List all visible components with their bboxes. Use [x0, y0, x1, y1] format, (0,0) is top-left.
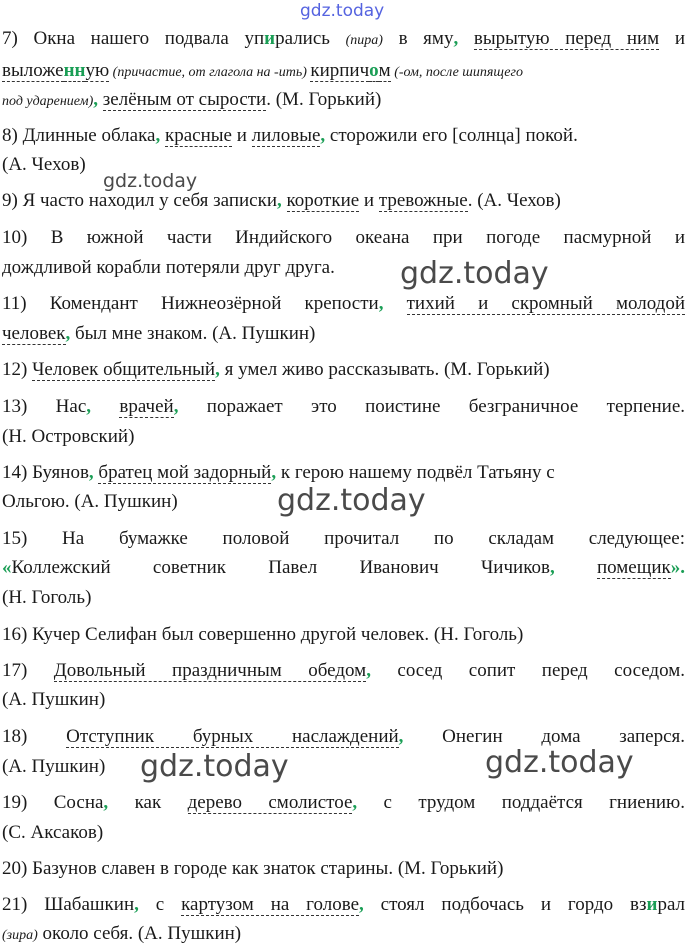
text: 19) Сосна — [2, 792, 104, 813]
comma: , — [320, 125, 330, 146]
hint: под ударением) — [2, 94, 94, 109]
text-line — [2, 256, 685, 280]
comma: , — [173, 396, 207, 417]
comma: , — [155, 125, 165, 146]
text-line — [2, 88, 685, 114]
quote-mark: « — [2, 557, 12, 578]
underlined-phrase: короткие — [286, 190, 360, 211]
comma: , — [215, 359, 225, 380]
underlined-phrase: м — [378, 60, 391, 81]
text-line — [2, 725, 685, 749]
watermark: gdz.today — [485, 745, 634, 780]
text: 20) Базунов славен в городе как знаток старины. (М. Горький) — [2, 858, 504, 879]
text: (Н. Островский) — [2, 426, 135, 447]
underlined-phrase: братец мой задорный — [98, 462, 272, 483]
text-line — [2, 821, 685, 845]
text: (А. Чехов) — [2, 154, 86, 175]
watermark: gdz.today — [140, 749, 289, 784]
text: 14) Буянов — [2, 462, 89, 483]
text: сосед сопит перед соседом. — [397, 660, 686, 681]
comma: , — [93, 89, 103, 110]
text: (Н. Гоголь) — [2, 587, 92, 608]
underlined-phrase: Человек общительный — [32, 359, 216, 380]
highlight-letter: и — [264, 28, 276, 49]
underlined-phrase: ую — [85, 60, 110, 81]
text: я умел живо рассказывать. (М. Горький) — [224, 359, 550, 380]
text: к герою нашему подвёл Татьяну с — [280, 462, 555, 483]
text-line — [2, 395, 685, 419]
text-line — [2, 461, 685, 485]
text: как — [134, 792, 188, 813]
text: Ольгою. (А. Пушкин) — [2, 491, 178, 512]
underlined-phrase: Отступник бурных наслаждений — [66, 726, 399, 747]
text-line — [2, 659, 685, 683]
text: . (А. Чехов) — [467, 190, 561, 211]
text-line — [2, 586, 685, 610]
text-line — [2, 322, 685, 346]
hint: (причастие, от глагола на -ить) — [109, 65, 311, 80]
highlight-letter: и — [646, 894, 658, 915]
watermark: gdz.today — [400, 256, 549, 291]
hint: (-ом — [390, 65, 419, 80]
text-line — [2, 893, 685, 917]
underlined-phrase: красные — [164, 125, 232, 146]
text-line — [2, 556, 685, 580]
underlined-phrase: выложе — [2, 60, 64, 81]
text-line — [2, 27, 685, 53]
text: 7) Окна нашего подвала уп — [2, 28, 265, 49]
text: с — [155, 894, 182, 915]
text: 16) Кучер Селифан был совершенно другой человек. (Н. Гоголь) — [2, 624, 524, 645]
text: 21) Шабашкин — [2, 894, 135, 915]
text-line — [2, 425, 685, 449]
text-line — [2, 755, 685, 779]
text: рал — [657, 894, 686, 915]
text: Онегин дома заперся. — [442, 726, 685, 747]
underlined-phrase: зелёным от сырости — [102, 89, 267, 110]
underlined-phrase: человек — [2, 323, 66, 344]
text: и — [231, 125, 252, 146]
hint: (зира) — [2, 928, 38, 943]
hint: , после шипящего — [418, 65, 523, 80]
text: 9) Я часто находил у себя записки — [2, 190, 278, 211]
text: (А. Пушкин) — [2, 756, 106, 777]
text: и — [659, 28, 686, 49]
text-line — [2, 527, 685, 551]
underlined-phrase: тихий и скромный молодой — [406, 293, 685, 314]
text-line — [2, 153, 685, 177]
watermark: gdz.today — [300, 1, 385, 21]
highlight-letter: нн — [63, 60, 86, 81]
text: сторожили его [солнца] покой. — [329, 125, 578, 146]
comma: , — [277, 190, 287, 211]
text-line — [2, 292, 685, 316]
text: 13) Нас — [2, 396, 87, 417]
text: 18) — [2, 726, 67, 747]
text: (А. Пушкин) — [2, 689, 106, 710]
comma: , — [86, 396, 120, 417]
text-line — [2, 189, 685, 213]
text-line — [2, 358, 685, 382]
text: в яму — [382, 28, 454, 49]
text: поражает это поистине безграничное терпение. — [206, 396, 686, 417]
comma: , — [378, 293, 407, 314]
underlined-phrase: вырытую перед ним — [473, 28, 660, 49]
comma: , — [398, 726, 443, 747]
text-line — [2, 623, 685, 647]
text: и — [359, 190, 379, 211]
underlined-phrase: тревожные — [378, 190, 468, 211]
comma: , — [453, 28, 474, 49]
quote-mark: ». — [670, 557, 685, 578]
text: (С. Аксаков) — [2, 822, 104, 843]
text-line — [2, 124, 685, 148]
comma: , — [359, 894, 381, 915]
text-line — [2, 226, 685, 250]
text: . (М. Горький) — [266, 89, 382, 110]
comma: , — [65, 323, 71, 344]
underlined-phrase: картузом на голове — [181, 894, 360, 915]
text: 15) На бумажке половой прочитал по складам следующее: — [2, 528, 685, 549]
text-line — [2, 59, 685, 85]
text-line — [2, 791, 685, 815]
text: рались — [275, 28, 346, 49]
text: был мне знаком. (А. Пушкин) — [70, 323, 316, 344]
text: 12) — [2, 359, 33, 380]
text: 17) — [2, 660, 54, 681]
text-line — [2, 688, 685, 712]
underlined-phrase: помещик — [596, 557, 671, 578]
watermark: gdz.today — [277, 483, 426, 518]
text-line — [2, 857, 685, 881]
underlined-phrase: кирпич — [310, 60, 370, 81]
text: 10) В южной части Индийского океана при погоде пасмурной и — [2, 227, 685, 248]
text: 8) Длинные облака — [2, 125, 156, 146]
text: дождливой корабли потеряли друг друга. — [2, 257, 335, 278]
highlight-letter: о — [369, 60, 379, 81]
underlined-phrase: Довольный праздничным обедом — [53, 660, 367, 681]
underlined-phrase: лиловые — [251, 125, 321, 146]
comma: , — [549, 557, 597, 578]
comma: , — [271, 462, 281, 483]
text-line — [2, 922, 685, 948]
comma: , — [366, 660, 398, 681]
underlined-phrase: врачей — [119, 396, 174, 417]
text: 11) Комендант Нижнеозёрной крепости — [2, 293, 379, 314]
text: с трудом поддаётся гниению. — [383, 792, 685, 813]
text: Коллежский советник Павел Иванович Чичиков — [11, 557, 550, 578]
watermark: gdz.today — [103, 170, 198, 192]
comma: , — [103, 792, 135, 813]
comma: , — [88, 462, 99, 483]
hint: (пира) — [345, 33, 383, 48]
text: около себя. (А. Пушкин) — [37, 923, 242, 944]
underlined-phrase: дерево смолистое — [187, 792, 353, 813]
comma: , — [134, 894, 156, 915]
text-line — [2, 490, 685, 514]
text: стоял подбочась и гордо вз — [380, 894, 647, 915]
comma: , — [352, 792, 384, 813]
